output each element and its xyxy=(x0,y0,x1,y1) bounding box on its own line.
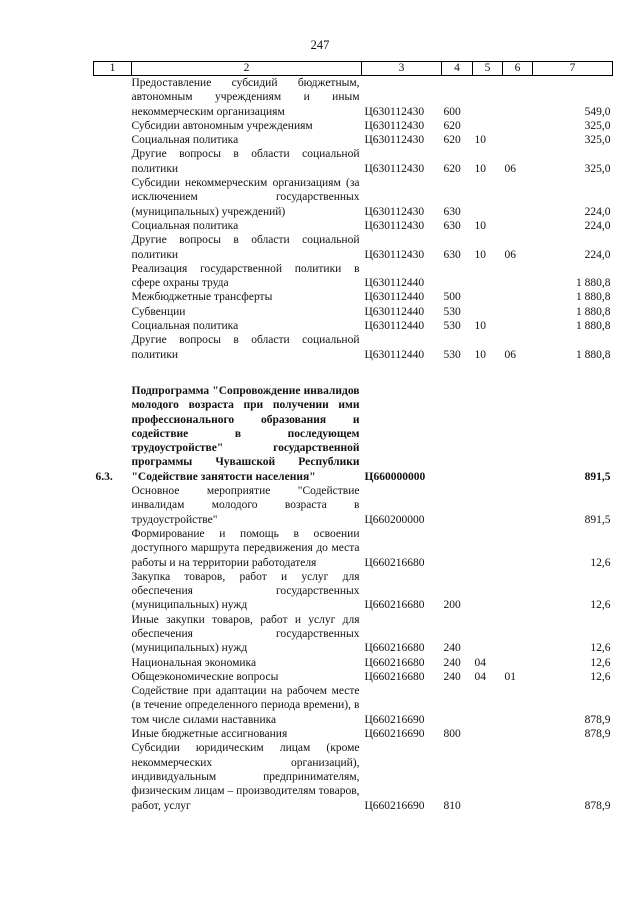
column-header-3: 3 xyxy=(362,62,442,76)
subsection xyxy=(503,219,533,233)
row-name: Другие вопросы в области социальной политики xyxy=(131,234,360,261)
expense-type xyxy=(442,527,473,570)
row-number xyxy=(94,233,132,262)
amount: 224,0 xyxy=(584,219,611,232)
table-row xyxy=(94,384,613,484)
row-number xyxy=(94,319,132,333)
table-row xyxy=(94,319,613,333)
amount: 12,6 xyxy=(590,670,611,683)
expense-type xyxy=(442,384,473,484)
expense-type: 630 xyxy=(443,248,461,261)
section xyxy=(473,384,503,484)
row-number xyxy=(94,305,132,319)
subsection: 01 xyxy=(504,670,516,683)
row-name: Субсидии юридическим лицам (кроме некоммерческих организаций), индивидуальным предпринимателям, физическим лицам – производителям товаров, работ, услуг xyxy=(131,742,360,812)
section: 10 xyxy=(474,248,486,261)
target-code: Ц630112430 xyxy=(364,105,425,118)
table-header xyxy=(94,62,613,76)
target-code: Ц630112440 xyxy=(364,348,425,361)
amount: 1 880,8 xyxy=(576,305,611,318)
budget-table xyxy=(93,61,613,813)
section xyxy=(473,119,503,133)
expense-type: 500 xyxy=(443,291,461,304)
column-header-7: 7 xyxy=(533,62,613,76)
row-name: Социальная политика xyxy=(131,219,239,232)
table-row xyxy=(94,290,613,304)
row-number xyxy=(94,527,132,570)
target-code: Ц660216680 xyxy=(364,556,425,569)
table-row xyxy=(94,219,613,233)
section: 10 xyxy=(474,320,486,333)
amount: 549,0 xyxy=(584,105,611,118)
amount: 325,0 xyxy=(584,162,611,175)
row-name: Закупка товаров, работ и услуг для обеспечения государственных (муниципальных) нужд xyxy=(131,570,360,612)
expense-type: 620 xyxy=(443,134,461,147)
row-name: Предоставление субсидий бюджетным, автономным учреждениям и иным некоммерческим организациям xyxy=(131,77,360,118)
table-row xyxy=(94,133,613,147)
subsection xyxy=(503,727,533,741)
expense-type: 200 xyxy=(443,599,461,612)
expense-type: 800 xyxy=(443,728,461,741)
row-name: Социальная политика xyxy=(131,320,239,333)
section xyxy=(473,613,503,656)
row-number xyxy=(94,656,132,670)
target-code: Ц660216680 xyxy=(364,656,425,669)
column-header-2: 2 xyxy=(132,62,362,76)
expense-type: 620 xyxy=(443,119,461,132)
amount: 878,9 xyxy=(584,799,611,812)
row-number xyxy=(94,219,132,233)
row-name: Иные закупки товаров, работ и услуг для обеспечения государственных (муниципальных) нужд xyxy=(131,613,360,655)
table-row xyxy=(94,684,613,727)
row-number xyxy=(94,262,132,291)
target-code: Ц630112440 xyxy=(364,277,425,290)
amount: 878,9 xyxy=(584,713,611,726)
expense-type xyxy=(442,684,473,727)
expense-type: 530 xyxy=(443,348,461,361)
subsection xyxy=(503,119,533,133)
section: 10 xyxy=(474,348,486,361)
amount: 325,0 xyxy=(584,119,611,132)
target-code: Ц630112430 xyxy=(364,205,425,218)
section: 04 xyxy=(474,656,486,669)
row-number xyxy=(94,613,132,656)
table-row xyxy=(94,147,613,176)
section: 10 xyxy=(474,134,486,147)
row-number xyxy=(94,333,132,362)
expense-type: 630 xyxy=(443,205,461,218)
amount: 1 880,8 xyxy=(576,277,611,290)
target-code: Ц660000000 xyxy=(364,470,426,483)
subsection xyxy=(503,290,533,304)
section xyxy=(473,176,503,219)
row-name: Другие вопросы в области социальной политики xyxy=(131,148,360,175)
section xyxy=(473,527,503,570)
row-name: Субсидии некоммерческим организациям (за исключением государственных (муниципальных) учреждений) xyxy=(131,177,360,218)
target-code: Ц630112440 xyxy=(364,305,425,318)
table-row xyxy=(94,305,613,319)
table-row xyxy=(94,656,613,670)
row-name: Основное мероприятие "Содействие инвалидам молодого возраста в трудоустройстве" xyxy=(131,485,360,526)
subsection xyxy=(503,527,533,570)
target-code: Ц630112430 xyxy=(364,134,425,147)
amount: 12,6 xyxy=(590,599,611,612)
amount: 891,5 xyxy=(584,513,611,526)
row-name: Иные бюджетные ассигнования xyxy=(131,728,288,741)
section xyxy=(473,727,503,741)
subsection xyxy=(503,305,533,319)
spacer-row xyxy=(94,362,613,384)
table-row xyxy=(94,613,613,656)
section: 10 xyxy=(474,219,486,232)
row-number xyxy=(94,670,132,684)
row-number xyxy=(94,119,132,133)
column-header-5: 5 xyxy=(473,62,503,76)
expense-type: 600 xyxy=(443,105,461,118)
amount: 891,5 xyxy=(584,470,611,483)
page-number: 247 xyxy=(310,38,330,52)
subsection xyxy=(503,319,533,333)
row-name: Реализация государственной политики в сфере охраны труда xyxy=(131,262,360,290)
table-row xyxy=(94,262,613,291)
row-name: Подпрограмма "Сопровождение инвалидов молодого возраста при получении ими профессионального образования и содействие в последующем трудоустройстве" государственной программы Чувашской Республики "Содействие занятости населения" xyxy=(131,384,360,483)
column-header-4: 4 xyxy=(442,62,473,76)
row-name: Другие вопросы в области социальной политики xyxy=(131,334,360,361)
row-number xyxy=(94,684,132,727)
table-row xyxy=(94,527,613,570)
target-code: Ц660216680 xyxy=(364,599,425,612)
target-code: Ц630112440 xyxy=(364,291,425,304)
table-body xyxy=(94,76,613,813)
target-code: Ц660216690 xyxy=(364,728,425,741)
table-row xyxy=(94,484,613,527)
amount: 1 880,8 xyxy=(576,320,611,333)
expense-type: 530 xyxy=(443,320,461,333)
row-number: 6.3. xyxy=(95,470,113,483)
target-code: Ц660216680 xyxy=(364,670,425,683)
section xyxy=(473,741,503,812)
target-code: Ц660216680 xyxy=(364,642,425,655)
subsection xyxy=(503,76,533,119)
subsection xyxy=(503,176,533,219)
row-number xyxy=(94,570,132,613)
row-name: Общеэкономические вопросы xyxy=(131,670,279,683)
amount: 12,6 xyxy=(590,656,611,669)
subsection xyxy=(503,741,533,812)
amount: 12,6 xyxy=(590,642,611,655)
row-number xyxy=(94,76,132,119)
row-name: Национальная экономика xyxy=(131,656,257,669)
table-row xyxy=(94,76,613,119)
subsection xyxy=(503,570,533,613)
target-code: Ц630112430 xyxy=(364,162,425,175)
expense-type: 240 xyxy=(443,656,461,669)
table-row xyxy=(94,570,613,613)
expense-type xyxy=(442,262,473,291)
column-header-1: 1 xyxy=(94,62,132,76)
target-code: Ц630112430 xyxy=(364,248,425,261)
expense-type: 810 xyxy=(443,799,461,812)
amount: 1 880,8 xyxy=(576,291,611,304)
section xyxy=(473,684,503,727)
table-row xyxy=(94,741,613,812)
amount: 12,6 xyxy=(590,556,611,569)
target-code: Ц660216690 xyxy=(364,799,425,812)
section xyxy=(473,290,503,304)
table-row xyxy=(94,670,613,684)
subsection xyxy=(503,133,533,147)
amount: 224,0 xyxy=(584,248,611,261)
row-number xyxy=(94,484,132,527)
row-number xyxy=(94,147,132,176)
amount: 1 880,8 xyxy=(576,348,611,361)
expense-type: 240 xyxy=(443,670,461,683)
subsection xyxy=(503,384,533,484)
subsection xyxy=(503,656,533,670)
expense-type: 530 xyxy=(443,305,461,318)
table-row xyxy=(94,333,613,362)
row-name: Формирование и помощь в освоении доступного маршрута передвижения до места работы и на территории работодателя xyxy=(131,527,360,569)
row-name: Содействие при адаптации на рабочем месте (в течение определенного периода времени), в том числе силами наставника xyxy=(131,685,360,726)
section xyxy=(473,262,503,291)
row-name: Субвенции xyxy=(131,305,186,318)
expense-type: 630 xyxy=(443,219,461,232)
expense-type xyxy=(442,484,473,527)
table-row xyxy=(94,727,613,741)
row-number xyxy=(94,176,132,219)
column-header-6: 6 xyxy=(503,62,533,76)
amount: 224,0 xyxy=(584,205,611,218)
section xyxy=(473,305,503,319)
row-number xyxy=(94,290,132,304)
table-row xyxy=(94,233,613,262)
amount: 878,9 xyxy=(584,728,611,741)
amount: 325,0 xyxy=(584,134,611,147)
expense-type: 620 xyxy=(443,162,461,175)
subsection xyxy=(503,262,533,291)
table-row xyxy=(94,119,613,133)
row-number xyxy=(94,727,132,741)
target-code: Ц660216690 xyxy=(364,713,425,726)
subsection xyxy=(503,613,533,656)
target-code: Ц630112430 xyxy=(364,119,425,132)
row-number xyxy=(94,133,132,147)
section: 04 xyxy=(474,670,486,683)
table-row xyxy=(94,176,613,219)
subsection: 06 xyxy=(504,348,516,361)
subsection: 06 xyxy=(504,162,516,175)
target-code: Ц630112440 xyxy=(364,320,425,333)
target-code: Ц660200000 xyxy=(364,513,425,526)
section xyxy=(473,484,503,527)
row-name: Субсидии автономным учреждениям xyxy=(131,119,313,132)
target-code: Ц630112430 xyxy=(364,219,425,232)
subsection xyxy=(503,484,533,527)
row-number xyxy=(94,741,132,812)
subsection xyxy=(503,684,533,727)
expense-type: 240 xyxy=(443,642,461,655)
subsection: 06 xyxy=(504,248,516,261)
row-name: Социальная политика xyxy=(131,134,239,147)
section: 10 xyxy=(474,162,486,175)
section xyxy=(473,570,503,613)
row-name: Межбюджетные трансферты xyxy=(131,291,273,304)
section xyxy=(473,76,503,119)
header-row xyxy=(94,62,613,76)
